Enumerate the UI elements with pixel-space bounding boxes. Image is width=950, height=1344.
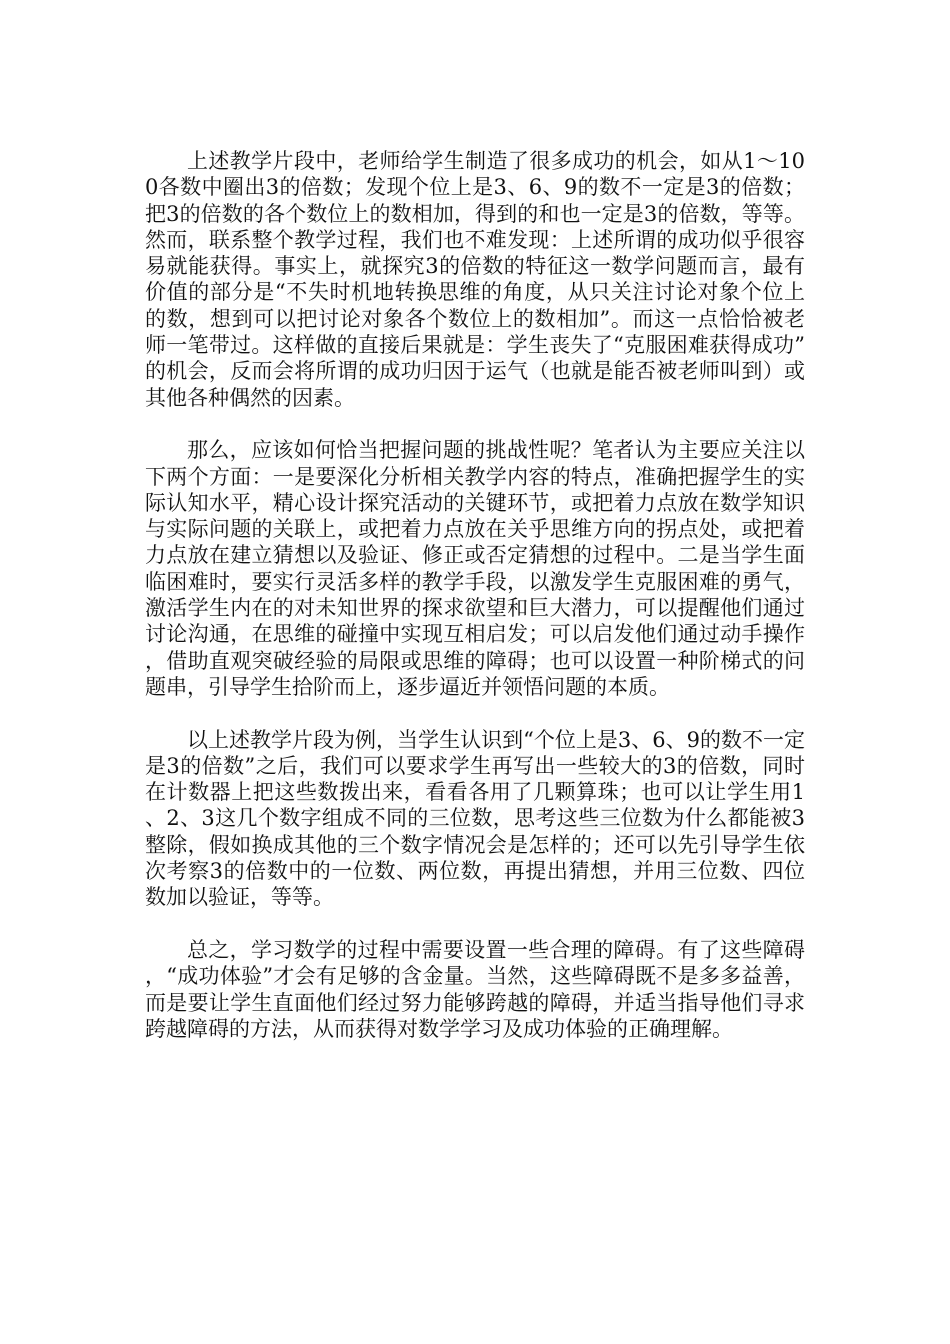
paragraph-4: 总之，学习数学的过程中需要设置一些合理的障碍。有了这些障碍，“成功体验”才会有足够的含金量。当然，这些障碍既不是多多益善，而是要让学生直面他们经过努力能够跨越的障碍，并适当指导他们寻求跨越障碍的方法，从而获得对数学学习及成功体验的正确理解。 <box>145 937 805 1041</box>
paragraph-3: 以上述教学片段为例，当学生认识到“个位上是3、6、9的数不一定是3的倍数”之后，我们可以要求学生再写出一些较大的3的倍数，同时在计数器上把这些数拨出来，看看各用了几颗算珠；也可以让学生用1、2、3这几个数字组成不同的三位数，思考这些三位数为什么都能被3整除，假如换成其他的三个数字情况会是怎样的；还可以先引导学生依次考察3的倍数中的一位数、两位数，再提出猜想，并用三位数、四位数加以验证，等等。 <box>145 727 805 910</box>
paragraph-1: 上述教学片段中，老师给学生制造了很多成功的机会，如从1～100各数中圈出3的倍数；发现个位上是3、6、9的数不一定是3的倍数；把3的倍数的各个数位上的数相加，得到的和也一定是3的倍数，等等。然而，联系整个教学过程，我们也不难发现：上述所谓的成功似乎很容易就能获得。事实上，就探究3的倍数的特征这一数学问题而言，最有价值的部分是“不失时机地转换思维的角度，从只关注讨论对象个位上的数，想到可以把讨论对象各个数位上的数相加”。而这一点恰恰被老师一笔带过。这样做的直接后果就是：学生丧失了“克服困难获得成功”的机会，反而会将所谓的成功归因于运气（也就是能否被老师叫到）或其他各种偶然的因素。 <box>145 149 805 410</box>
document-body <box>145 148 805 1042</box>
paragraph-gap <box>145 700 805 726</box>
paragraph-2: 那么，应该如何恰当把握问题的挑战性呢？笔者认为主要应关注以下两个方面：一是要深化分析相关教学内容的特点，准确把握学生的实际认知水平，精心设计探究活动的关键环节，或把着力点放在数学知识与实际问题的关联上，或把着力点放在关乎思维方向的拐点处，或把着力点放在建立猜想以及验证、修正或否定猜想的过程中。二是当学生面临困难时，要实行灵活多样的教学手段，以激发学生克服困难的勇气，激活学生内在的对未知世界的探求欲望和巨大潜力，可以提醒他们通过讨论沟通，在思维的碰撞中实现互相启发；可以启发他们通过动手操作，借助直观突破经验的局限或思维的障碍；也可以设置一种阶梯式的问题串，引导学生拾阶而上，逐步逼近并领悟问题的本质。 <box>145 438 805 699</box>
paragraph-gap <box>145 411 805 437</box>
paragraph-gap <box>145 911 805 937</box>
